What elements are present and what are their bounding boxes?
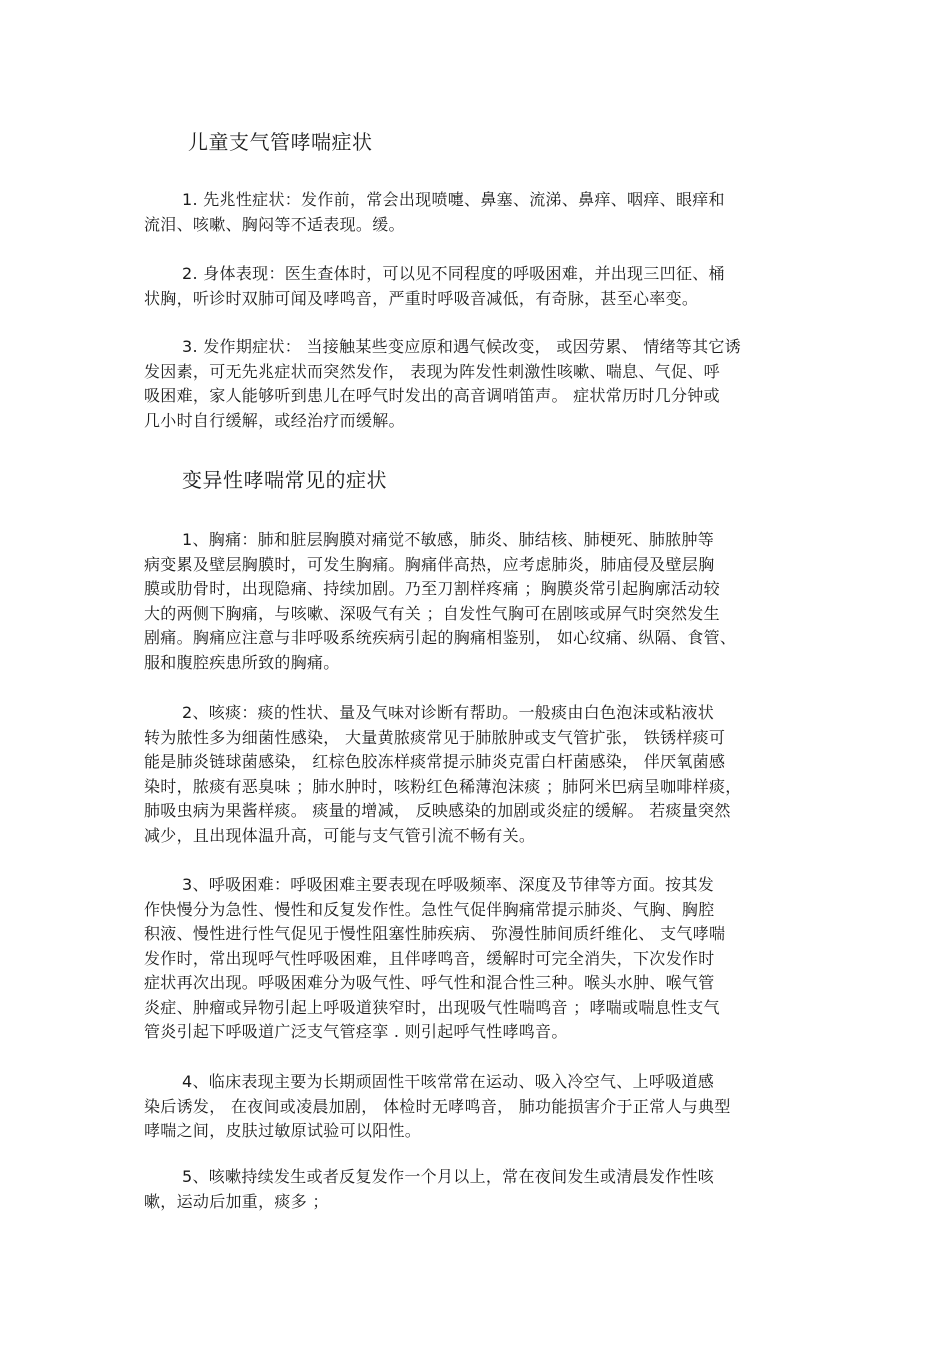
paragraph-line: 1、胸痛：肺和脏层胸膜对痛觉不敏感，肺炎、肺结核、肺梗死、肺脓肿等: [182, 530, 715, 549]
paragraph-line: 嗽，运动后加重，痰多 ；: [144, 1191, 329, 1211]
paragraph-line: 作快慢分为急性、慢性和反复发作性。急性气促伴胸痛常提示肺炎、气胸、胸腔: [144, 899, 715, 919]
paragraph-prodromal-symptoms: [144, 188, 725, 237]
paragraph-line: 染时，脓痰有恶臭味 ；肺水肿时，咳粉红色稀薄泡沫痰 ；肺阿米巴病呈咖啡样痰，: [144, 776, 742, 796]
paragraph-clinical-features: [144, 1070, 731, 1144]
paragraph-dyspnea: [144, 873, 725, 1045]
paragraph-sputum: [144, 701, 742, 848]
paragraph-line: 症状再次出现。呼吸困难分为吸气性、呼气性和混合性三种。喉头水肿、喉气管: [144, 973, 715, 992]
paragraph-line: 4、临床表现主要为长期顽固性干咳常常在运动、吸入冷空气、上呼吸道感: [182, 1072, 715, 1091]
paragraph-line: 3、呼吸困难：呼吸困难主要表现在呼吸频率、深度及节律等方面。按其发: [182, 875, 715, 894]
paragraph-line: 5、咳嗽持续发生或者反复发作一个月以上，常在夜间发生或清晨发作性咳: [182, 1167, 715, 1186]
paragraph-line: 发作时，常出现呼气性呼吸困难，且伴哮鸣音，缓解时可完全消失，下次发作时: [144, 948, 715, 968]
paragraph-cough-duration: [144, 1165, 714, 1214]
paragraph-line: 2、咳痰：痰的性状、量及气味对诊断有帮助。一般痰由白色泡沫或粘液状: [182, 703, 715, 722]
paragraph-line: 服和腹腔疾患所致的胸痛。: [144, 652, 340, 672]
paragraph-line: 哮喘之间，皮肤过敏原试验可以阳性。: [144, 1121, 422, 1140]
paragraph-attack-symptoms: [144, 335, 741, 433]
paragraph-line: 管炎引起下呼吸道广泛支气管痉挛 . 则引起呼气性哮鸣音。: [144, 1022, 568, 1041]
section-title-childhood-asthma: 儿童支气管哮喘症状: [188, 130, 373, 154]
paragraph-line: 剧痛。胸痛应注意与非呼吸系统疾病引起的胸痛相鉴别， 如心纹痛、纵隔、食管、: [144, 628, 737, 647]
paragraph-line: 积液、慢性进行性气促见于慢性阻塞性肺疾病、 弥漫性肺间质纤维化、 支气哮喘: [144, 924, 726, 943]
paragraph-line: 2. 身体表现：医生查体时，可以见不同程度的呼吸困难，并出现三凹征、桶: [182, 264, 725, 283]
paragraph-line: 炎症、肿瘤或异物引起上呼吸道狭窄时，出现吸气性喘鸣音 ；哮喘或喘息性支气: [144, 997, 720, 1017]
paragraph-line: 染后诱发， 在夜间或凌晨加剧， 体检时无哮鸣音， 肺功能损害介于正常人与典型: [144, 1096, 731, 1116]
paragraph-line: 状胸，听诊时双肺可闻及哮鸣音，严重时呼吸音减低，有奇脉，甚至心率变。: [144, 288, 699, 308]
paragraph-line: 几小时自行缓解，或经治疗而缓解。: [144, 410, 405, 430]
paragraph-line: 大的两侧下胸痛，与咳嗽、深吸气有关 ；自发性气胸可在剧咳或屏气时突然发生: [144, 603, 720, 623]
section-title-variant-asthma: 变异性哮喘常见的症状: [182, 468, 387, 492]
paragraph-line: 膜或肋骨时，出现隐痛、持续加剧。乃至刀割样疼痛 ；胸膜炎常引起胸廓活动较: [144, 579, 720, 598]
paragraph-line: 3. 发作期症状： 当接触某些变应原和遇气候改变， 或因劳累、 情绪等其它诱: [182, 337, 742, 356]
paragraph-chest-pain: [144, 528, 736, 675]
paragraph-line: 发因素，可无先兆症状而突然发作， 表现为阵发性刺激性咳嗽、喘息、气促、呼: [144, 361, 720, 381]
paragraph-line: 减少，且出现体温升高，可能与支气管引流不畅有关。: [144, 825, 536, 845]
paragraph-line: 转为脓性多为细菌性感染， 大量黄脓痰常见于肺脓肿或支气管扩张， 铁锈样痰可: [144, 727, 726, 747]
paragraph-line: 流泪、咳嗽、胸闷等不适表现。缓。: [144, 214, 405, 234]
paragraph-line: 能是肺炎链球菌感染， 红棕色胶冻样痰常提示肺炎克雷白杆菌感染， 伴厌氧菌感: [144, 752, 726, 771]
paragraph-line: 肺吸虫病为果酱样痰。 痰量的增减， 反映感染的加剧或炎症的缓解。 若痰量突然: [144, 801, 731, 820]
paragraph-line: 1. 先兆性症状：发作前，常会出现喷嚏、鼻塞、流涕、鼻痒、咽痒、眼痒和: [182, 190, 725, 209]
paragraph-physical-signs: [144, 262, 725, 311]
paragraph-line: 病变累及壁层胸膜时，可发生胸痛。胸痛伴高热，应考虑肺炎，肺庙侵及壁层胸: [144, 554, 715, 574]
paragraph-line: 吸困难，家人能够听到患儿在呼气时发出的高音调哨笛声。 症状常历时几分钟或: [144, 386, 720, 405]
